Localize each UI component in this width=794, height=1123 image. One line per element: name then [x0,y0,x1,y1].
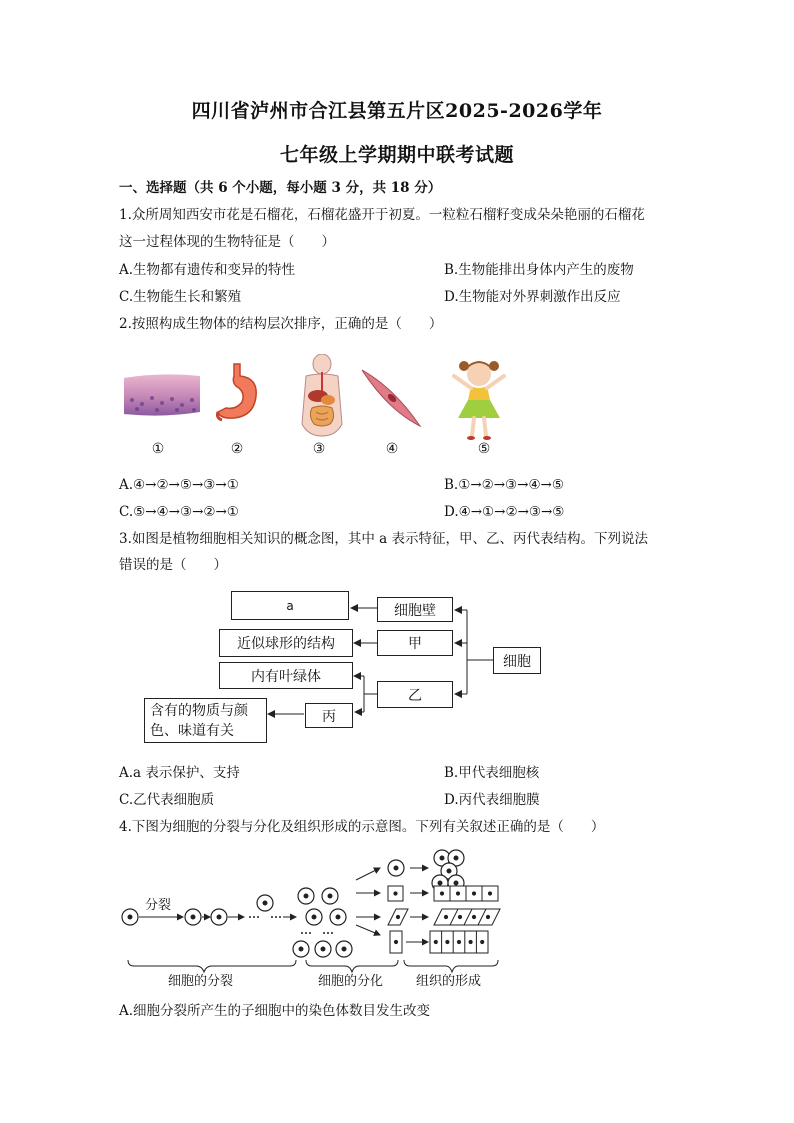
exam-title-line2: 七年级上学期期中联考试题 [279,144,514,166]
image-label-4: ④ [385,441,399,457]
q3-option-b: B.甲代表细胞核 [444,765,540,781]
node-substance: 含有的物质与颜色、味道有关 [144,698,267,743]
image-label-1: ① [151,441,165,457]
node-chloroplast: 内有叶绿体 [219,662,353,689]
q4-stem: 4.下图为细胞的分裂与分化及组织形成的示意图。下列有关叙述正确的是（ ） [119,819,605,835]
section-heading: 一、选择题（共 6 个小题，每小题 3 分，共 18 分） [119,180,442,196]
exam-title-line1: 四川省泸州市合江县第五片区2025-2026学年 [191,100,603,122]
q3-option-c: C.乙代表细胞质 [119,792,215,808]
q3-stem-line1: 3.如图是植物细胞相关知识的概念图，其中 a 表示特征，甲、乙、丙代表结构。下列说法 [119,531,649,547]
tissue-formation-label: 组织的形成 [416,974,482,989]
q2-option-d: D.④→①→②→③→⑤ [444,504,565,520]
q1-option-a: A.生物都有遗传和变异的特性 [119,262,296,278]
q3-option-d: D.丙代表细胞膜 [444,792,540,808]
node-sphere-structure: 近似球形的结构 [219,629,353,657]
node-a: a [231,591,349,620]
node-cell-wall: 细胞壁 [377,597,453,622]
q2-option-a: A.④→②→⑤→③→① [119,477,239,493]
q2-stem: 2.按照构成生物体的结构层次排序，正确的是（ ） [119,316,443,332]
node-bing: 丙 [305,703,353,728]
q4-option-a: A.细胞分裂所产生的子细胞中的染色体数目发生改变 [119,1003,431,1019]
cell-differentiation-label: 细胞的分化 [318,974,384,989]
node-yi: 乙 [377,681,453,708]
q1-option-c: C.生物能生长和繁殖 [119,289,242,305]
image-label-5: ⑤ [477,441,491,457]
cell-division-label: 细胞的分裂 [168,974,234,989]
q3-stem-line2: 错误的是（ ） [119,557,227,573]
q1-option-d: D.生物能对外界刺激作出反应 [444,289,621,305]
q2-option-c: C.⑤→④→③→②→① [119,504,239,520]
node-cell: 细胞 [493,647,541,674]
split-label: 分裂 [145,898,172,913]
q1-stem-line1: 1.众所周知西安市花是石榴花，石榴花盛开于初夏。一粒粒石榴籽变成朵朵艳丽的石榴花 [119,207,645,223]
q3-option-a: A.a 表示保护、支持 [119,765,240,781]
image-label-2: ② [230,441,244,457]
node-jia: 甲 [377,630,453,656]
q2-option-b: B.①→②→③→④→⑤ [444,477,564,493]
q1-option-b: B.生物能排出身体内产生的废物 [444,262,634,278]
image-label-3: ③ [312,441,326,457]
q1-stem-line2: 这一过程体现的生物特征是（ ） [119,234,335,250]
